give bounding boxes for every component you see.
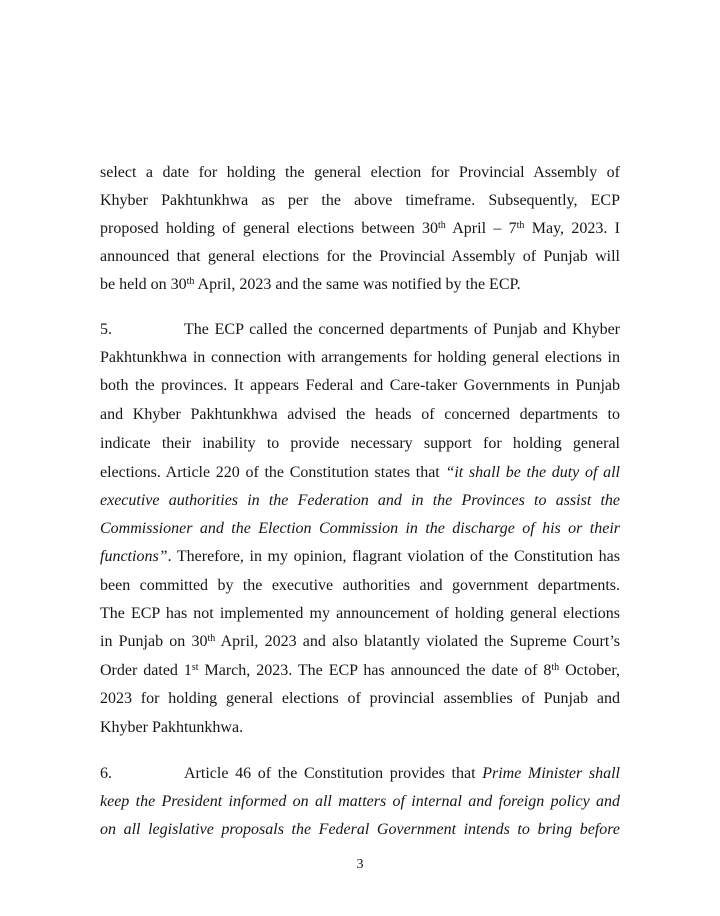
superscript: th — [207, 633, 216, 644]
text-line: select a date for holding the general election for Provincial Assembly of — [100, 164, 620, 181]
text-line: in Punjab on 30th April, 2023 and also blatantly violated the Supreme Court’s — [100, 633, 620, 650]
superscript: th — [438, 220, 446, 231]
text-line: indicate their inability to provide necessary support for holding general — [100, 435, 620, 452]
text-line: The ECP has not implemented my announcement of holding general elections — [100, 605, 620, 622]
text-line: 2023 for holding general elections of provincial assemblies of Punjab and — [100, 690, 620, 707]
text-line: and Khyber Pakhtunkhwa advised the heads of concerned departments to — [100, 406, 620, 423]
quoted-text-line: on all legislative proposals the Federal Government intends to bring before — [100, 821, 620, 838]
superscript: th — [551, 662, 560, 673]
quoted-text-line: keep the President informed on all matters of internal and foreign policy and — [100, 793, 620, 810]
text-line: be held on 30th April, 2023 and the same was notified by the ECP. — [100, 276, 521, 293]
paragraph-number: 5. — [100, 321, 112, 338]
text-line: Order dated 1st March, 2023. The ECP has announced the date of 8th October, — [100, 662, 621, 679]
text-line: Khyber Pakhtunkhwa as per the above timeframe. Subsequently, ECP — [100, 192, 620, 209]
text-line: elections. Article 220 of the Constitution states that “it shall be the duty of all — [100, 464, 620, 481]
text-line: functions”. Therefore, in my opinion, flagrant violation of the Constitution has — [100, 548, 620, 565]
quoted-text: functions” — [100, 548, 168, 565]
text-line: 5. The ECP called the concerned departments of Punjab and Khyber — [100, 321, 620, 338]
paragraph-number: 6. — [100, 765, 112, 782]
superscript: st — [191, 662, 199, 673]
text-line: both the provinces. It appears Federal and Care-taker Governments in Punjab — [100, 377, 620, 394]
text-line: Pakhtunkhwa in connection with arrangements for holding general elections in — [100, 349, 620, 366]
quoted-text-line: executive authorities in the Federation and in the Provinces to assist the — [100, 492, 620, 509]
text-line: been committed by the executive authorities and government departments. — [100, 577, 620, 594]
quoted-text-line: Commissioner and the Election Commission in the discharge of his or their — [100, 520, 620, 537]
page-number: 3 — [356, 857, 364, 872]
superscript: th — [186, 276, 195, 287]
text-line: announced that general elections for the Provincial Assembly of Punjab will — [100, 248, 620, 265]
text-line: 6. Article 46 of the Constitution provides that Prime Minister shall — [100, 765, 620, 782]
text-line: Khyber Pakhtunkhwa. — [100, 719, 244, 736]
quoted-text: “it shall be the duty of all — [445, 464, 620, 481]
text-line: proposed holding of general elections between 30th April – 7th May, 2023. I — [100, 220, 621, 237]
quoted-text: Prime Minister shall — [482, 765, 620, 782]
superscript: th — [516, 220, 525, 231]
